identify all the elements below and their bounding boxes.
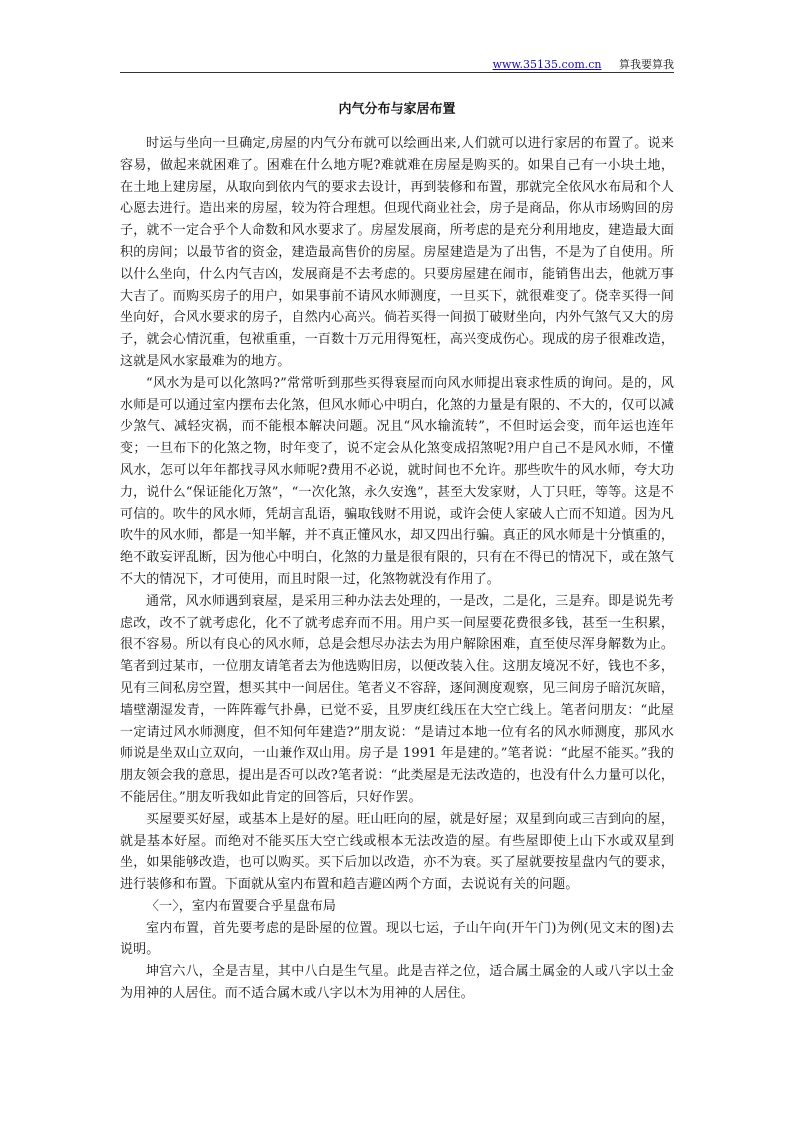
paragraph: 时运与坐向一旦确定,房屋的内气分布就可以绘画出来,人们就可以进行家居的布置了。说来容易，做起来就困难了。困难在什么地方呢?难就难在房屋是购买的。如果自己有一小块土地，在土地上建房屋，从取向到依内气的要求去设计，再到装修和布置，那就完全依风水布局和个人心愿去进行。造出来的房屋，较为符合理想。但现代商业社会，房子是商品，你从市场购回的房子，就不一定合乎个人命数和风水要求了。房屋发展商，所考虑的是充分利用地皮，建造最大面积的房间；以最节省的资金，建造最高售价的房屋。房屋建造是为了出售，不是为了自使用。所以什么坐向，什么内气吉凶，发展商是不去考虑的。只要房屋建在闹市，能销售出去，他就万事大吉了。而购买房子的用户，如果事前不请风水师测度，一旦买下，就很难变了。侥幸买得一间坐向好，合风水要求的房子，自然内心高兴。倘若买得一间损丁破财坐向，内外气煞气又大的房子，就会心情沉重，包袱重重，一百数十万元用得冤枉，高兴变成伤心。现成的房子很难改造，这就是风水家最难为的地方。 xyxy=(120,136,674,369)
header-divider xyxy=(120,72,674,73)
document-body xyxy=(120,133,674,1005)
document-title: 内气分布与家居布置 xyxy=(338,102,456,117)
section-heading: 〈一〉，室内布置要合乎星盘布局 xyxy=(146,898,337,914)
paragraph: “风水为是可以化煞吗?”常常听到那些买得衰屋而向风水师提出衰求性质的询问。是的，风水师是可以通过室内摆布去化煞，但风水师心中明白，化煞的力量是有限的、不大的，仅可以减少煞气、减轻灾祸，而不能根本解决问题。况且“风水输流转”，不但时运会变，而年运也连年变；一旦布下的化煞之物，时年变了，说不定会从化煞变成招煞呢?用户自己不是风水师，不懂风水，怎可以年年都找寻风水师呢?费用不必说，就时间也不允许。那些吹牛的风水师，夸大功力，说什么“保证能化万煞”，“一次化煞，永久安逸”，甚至大发家财，人丁只旺，等等。这是不可信的。吹牛的风水师，凭胡言乱语，骗取钱财不用说，或许会使人家破人亡而不知道。因为凡吹牛的风水师，都是一知半解，并不真正懂风水，却又四出行骗。真正的风水师是十分慎重的，绝不敢妄评乱断，因为他心中明白，化煞的力量是很有限的，只有在不得已的情况下，或在煞气不大的情况下，才可使用，而且时限一过，化煞物就没有作用了。 xyxy=(120,375,674,587)
paragraph: 室内布置，首先要考虑的是卧屋的位置。现以七运，子山午向(开午门)为例(见文末的图)去说明。 xyxy=(120,920,674,958)
paragraph: 通常，风水师遇到衰屋，是采用三种办法去处理的，一是改，二是化，三是弃。即是说先考虑改，改不了就考虑化，化不了就考虑弃而不用。用户买一间屋要花费很多钱，甚至一生积累，很不容易。所以有良心的风水师，总是会想尽办法去为用户解除困难，直至使尽浑身解数为止。笔者到过某市，一位朋友请笔者去为他选购旧房，以便改装入住。这朋友境况不好，钱也不多，见有三间私房空置，想买其中一间居住。笔者义不容辞，逐间测度观察，见三间房子暗沉灰暗，墙壁潮湿发青，一阵阵霉气扑鼻，已觉不妥，且罗庚红线压在大空亡线上。笔者问朋友：“此屋一定请过风水师测度，但不知何年建造?”朋友说：“是请过本地一位有名的风水师测度，那风水师说是坐双山立双向，一山兼作双山用。房子是 1991 年是建的。”笔者说：“此屋不能买。”我的朋友领会我的意思，提出是否可以改?笔者说：“此类屋是无法改造的，也没有什么力量可以化，不能居住。”朋友听我如此肯定的回答后，只好作罢。 xyxy=(120,593,674,805)
site-name: 算我要算我 xyxy=(619,58,674,71)
paragraph: 坤宫六八，全是吉星，其中八白是生气星。此是吉祥之位，适合属土属金的人或八字以土金为用神的人居住。而不适合属木或八字以木为用神的人居住。 xyxy=(120,964,674,1002)
paragraph: 买屋要买好屋，或基本上是好的屋。旺山旺向的屋，就是好屋；双星到向或三吉到向的屋，就是基本好屋。而绝对不能买压大空亡线或根本无法改造的屋。有些屋即使上山下水或双星到坐，如果能够改造，也可以购买。买下后加以改造，亦不为衰。买了屋就要按星盘内气的要求，进行装修和布置。下面就从室内布置和趋吉避凶两个方面，去说说有关的问题。 xyxy=(120,811,674,893)
site-link[interactable]: www.35135.com.cn xyxy=(492,58,602,71)
page-header xyxy=(493,56,674,72)
